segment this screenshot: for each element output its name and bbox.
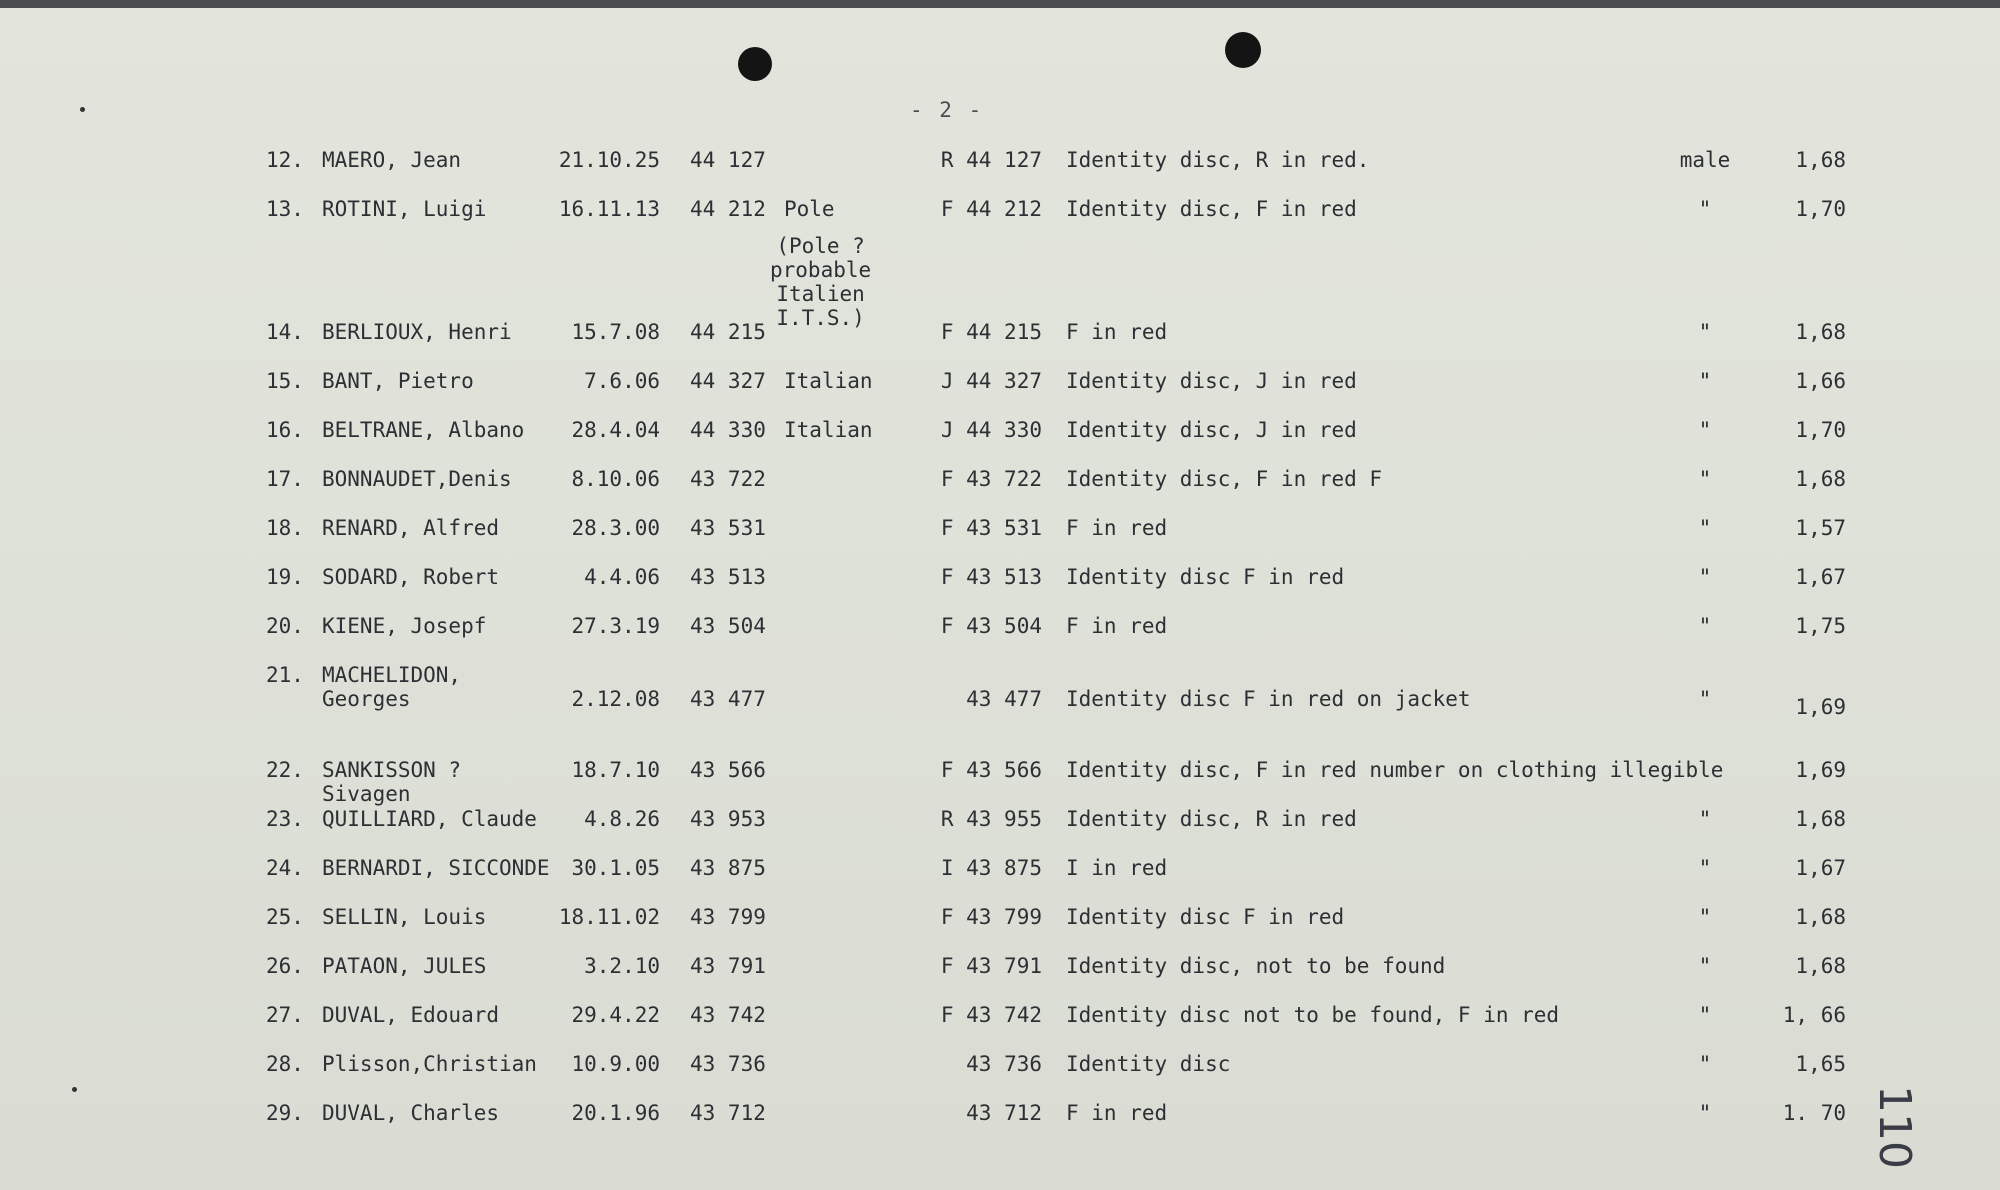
cell-num: 29. — [266, 1101, 304, 1125]
cell-dob: 20.1.96 — [571, 1101, 660, 1125]
cell-pn: 44 212 — [690, 197, 766, 221]
cell-height: 1,57 — [1795, 516, 1846, 540]
page-number: - 2 - — [910, 98, 984, 122]
cell-dob: 18.7.10 — [571, 758, 660, 782]
cell-height: 1,68 — [1795, 320, 1846, 344]
cell-code: F 43 531 — [940, 516, 1042, 540]
cell-code: F 43 791 — [940, 954, 1042, 978]
cell-name: MAERO, Jean — [322, 148, 462, 172]
cell-desc: Identity disc, F in red F — [1066, 467, 1383, 491]
cell-code: R 43 955 — [940, 807, 1042, 831]
cell-sex: " — [1698, 467, 1712, 491]
cell-desc: Identity disc — [1066, 1052, 1231, 1076]
cell-num: 24. — [266, 856, 304, 880]
cell-name: KIENE, Josepf — [322, 614, 487, 638]
cell-num: 13. — [266, 197, 304, 221]
cell-desc: Identity disc F in red — [1066, 565, 1345, 589]
cell-desc: Identity disc F in red — [1066, 905, 1345, 929]
cell-name: SODARD, Robert — [322, 565, 500, 589]
cell-name: DUVAL, Edouard — [322, 1003, 500, 1027]
cell-sex: " — [1698, 1003, 1712, 1027]
cell-dob: 30.1.05 — [571, 856, 660, 880]
cell-code: F 43 566 — [940, 758, 1042, 782]
cell-dob: 18.11.02 — [558, 905, 660, 929]
cell-num: 23. — [266, 807, 304, 831]
cell-num: 16. — [266, 418, 304, 442]
cell-code: 43 477 — [966, 687, 1042, 711]
cell-sex: " — [1698, 320, 1712, 344]
cell-sex: " — [1698, 905, 1712, 929]
cell-sex: " — [1698, 954, 1712, 978]
cell-pn: 43 566 — [690, 758, 766, 782]
cell-sex: " — [1698, 1052, 1712, 1076]
cell-name: BONNAUDET,Denis — [322, 467, 512, 491]
cell-name: BANT, Pietro — [322, 369, 474, 393]
cell-num: 22. — [266, 758, 304, 782]
cell-sex: " — [1698, 807, 1712, 831]
cell-nat: Italian — [784, 369, 873, 393]
cell-name-continued: Sivagen — [322, 782, 411, 806]
cell-desc: Identity disc, J in red — [1066, 369, 1357, 393]
cell-name: Plisson,Christian — [322, 1052, 537, 1076]
cell-name: RENARD, Alfred — [322, 516, 500, 540]
cell-height: 1,75 — [1795, 614, 1846, 638]
cell-desc: I in red — [1066, 856, 1168, 880]
cell-desc: Identity disc F in red on jacket — [1066, 687, 1471, 711]
cell-height: 1,70 — [1795, 418, 1846, 442]
cell-height: 1,68 — [1795, 954, 1846, 978]
cell-desc: Identity disc, J in red — [1066, 418, 1357, 442]
cell-dob: 21.10.25 — [558, 148, 660, 172]
cell-code: F 43 504 — [940, 614, 1042, 638]
cell-code: F 43 722 — [940, 467, 1042, 491]
cell-height: 1,65 — [1795, 1052, 1846, 1076]
cell-dob: 4.8.26 — [584, 807, 660, 831]
cell-desc: Identity disc, R in red. — [1066, 148, 1370, 172]
cell-sex: " — [1698, 369, 1712, 393]
cell-height: 1,69 — [1795, 695, 1846, 719]
cell-num: 12. — [266, 148, 304, 172]
cell-height: 1,66 — [1795, 369, 1846, 393]
cell-dob: 29.4.22 — [571, 1003, 660, 1027]
speck — [80, 107, 85, 112]
cell-nat: Italian — [784, 418, 873, 442]
cell-dob: 28.3.00 — [571, 516, 660, 540]
cell-num: 21. — [266, 663, 304, 687]
cell-dob: 16.11.13 — [558, 197, 660, 221]
row-13-nationality-note: (Pole ? probable Italien I.T.S.) — [770, 234, 872, 330]
cell-pn: 43 513 — [690, 565, 766, 589]
cell-name: BELTRANE, Albano — [322, 418, 525, 442]
cell-dob: 7.6.06 — [584, 369, 660, 393]
speck — [72, 1087, 77, 1092]
cell-sex: male — [1679, 148, 1731, 172]
cell-dob: 3.2.10 — [584, 954, 660, 978]
cell-pn: 43 712 — [690, 1101, 766, 1125]
cell-height: 1,68 — [1795, 148, 1846, 172]
cell-height: 1,70 — [1795, 197, 1846, 221]
cell-code: F 44 212 — [940, 197, 1042, 221]
cell-pn: 44 330 — [690, 418, 766, 442]
cell-name: QUILLIARD, Claude — [322, 807, 537, 831]
cell-height: 1,68 — [1795, 905, 1846, 929]
cell-sex: " — [1698, 565, 1712, 589]
cell-height: 1,69 — [1795, 758, 1846, 782]
cell-desc: Identity disc, R in red — [1066, 807, 1357, 831]
cell-sex: " — [1698, 856, 1712, 880]
cell-name: ROTINI, Luigi — [322, 197, 487, 221]
cell-pn: 44 327 — [690, 369, 766, 393]
cell-code: 43 712 — [966, 1101, 1042, 1125]
cell-nat: Pole — [784, 197, 835, 221]
cell-pn: 43 875 — [690, 856, 766, 880]
cell-sex: " — [1698, 418, 1712, 442]
cell-num: 14. — [266, 320, 304, 344]
cell-height: 1, 66 — [1782, 1003, 1846, 1027]
cell-dob: 28.4.04 — [571, 418, 660, 442]
cell-height: 1,68 — [1795, 467, 1846, 491]
cell-sex: " — [1698, 687, 1712, 711]
cell-num: 25. — [266, 905, 304, 929]
cell-height: 1,67 — [1795, 565, 1846, 589]
cell-desc: F in red — [1066, 320, 1168, 344]
cell-name-continued: Georges — [322, 687, 411, 711]
cell-dob: 2.12.08 — [571, 687, 660, 711]
cell-desc: Identity disc, F in red — [1066, 197, 1357, 221]
punch-hole — [738, 47, 772, 81]
cell-num: 18. — [266, 516, 304, 540]
cell-num: 15. — [266, 369, 304, 393]
cell-num: 17. — [266, 467, 304, 491]
cell-pn: 43 953 — [690, 807, 766, 831]
cell-dob: 27.3.19 — [571, 614, 660, 638]
cell-code: J 44 330 — [940, 418, 1042, 442]
cell-code: J 44 327 — [940, 369, 1042, 393]
cell-code: I 43 875 — [940, 856, 1042, 880]
cell-num: 26. — [266, 954, 304, 978]
cell-num: 28. — [266, 1052, 304, 1076]
cell-pn: 43 791 — [690, 954, 766, 978]
cell-desc: Identity disc not to be found, F in red — [1066, 1003, 1560, 1027]
cell-pn: 43 722 — [690, 467, 766, 491]
cell-desc: Identity disc, F in red number on clothing illegible — [1066, 758, 1724, 782]
cell-sex: " — [1698, 614, 1712, 638]
cell-code: R 44 127 — [940, 148, 1042, 172]
cell-code: F 44 215 — [940, 320, 1042, 344]
cell-code: 43 736 — [966, 1052, 1042, 1076]
cell-pn: 43 504 — [690, 614, 766, 638]
cell-pn: 43 736 — [690, 1052, 766, 1076]
cell-name: DUVAL, Charles — [322, 1101, 500, 1125]
cell-num: 19. — [266, 565, 304, 589]
cell-sex: " — [1698, 197, 1712, 221]
cell-desc: Identity disc, not to be found — [1066, 954, 1446, 978]
cell-code: F 43 513 — [940, 565, 1042, 589]
cell-pn: 43 477 — [690, 687, 766, 711]
cell-dob: 4.4.06 — [584, 565, 660, 589]
cell-sex: " — [1698, 1101, 1712, 1125]
cell-name: PATAON, JULES — [322, 954, 487, 978]
cell-dob: 8.10.06 — [571, 467, 660, 491]
cell-dob: 15.7.08 — [571, 320, 660, 344]
cell-height: 1,68 — [1795, 807, 1846, 831]
cell-sex: " — [1698, 516, 1712, 540]
cell-pn: 44 127 — [690, 148, 766, 172]
cell-dob: 10.9.00 — [571, 1052, 660, 1076]
cell-pn: 44 215 — [690, 320, 766, 344]
cell-num: 27. — [266, 1003, 304, 1027]
cell-desc: F in red — [1066, 516, 1168, 540]
cell-pn: 43 799 — [690, 905, 766, 929]
cell-desc: F in red — [1066, 614, 1168, 638]
cell-pn: 43 742 — [690, 1003, 766, 1027]
cell-code: F 43 799 — [940, 905, 1042, 929]
archive-stamp-number: 110 — [1869, 1085, 1920, 1169]
cell-height: 1. 70 — [1782, 1101, 1846, 1125]
cell-pn: 43 531 — [690, 516, 766, 540]
cell-name: BERLIOUX, Henri — [322, 320, 512, 344]
cell-name: SANKISSON ? — [322, 758, 462, 782]
punch-hole — [1225, 32, 1261, 68]
cell-num: 20. — [266, 614, 304, 638]
cell-name: BERNARDI, SICCONDE — [322, 856, 550, 880]
cell-name: SELLIN, Louis — [322, 905, 487, 929]
cell-name: MACHELIDON, — [322, 663, 462, 687]
cell-height: 1,67 — [1795, 856, 1846, 880]
cell-code: F 43 742 — [940, 1003, 1042, 1027]
cell-desc: F in red — [1066, 1101, 1168, 1125]
